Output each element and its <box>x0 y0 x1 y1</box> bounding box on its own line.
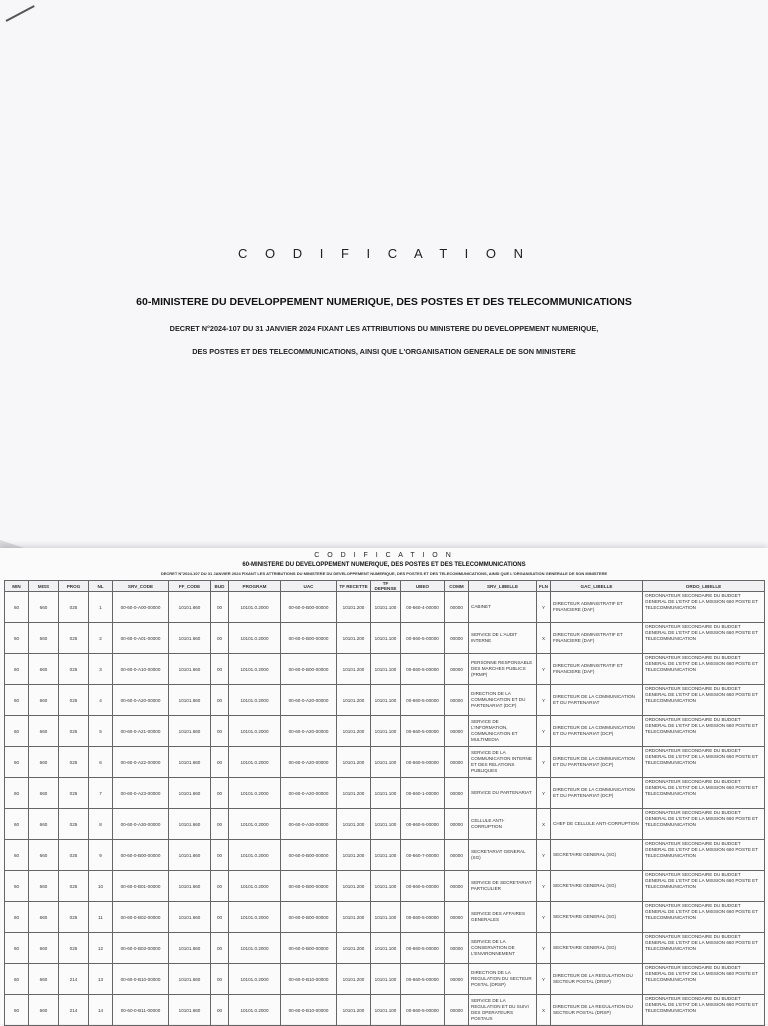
cell-ubeo: 00-660-5-00000 <box>401 809 445 840</box>
cell-miss: 660 <box>29 592 59 623</box>
cell-srv-libelle: CABINET <box>469 592 537 623</box>
cell-tf-depense: 10101.100 <box>371 840 401 871</box>
table-row <box>5 964 765 995</box>
cell-ff-code: 10101.660 <box>169 747 211 778</box>
cell-ubeo: 00-660-4-00000 <box>401 592 445 623</box>
cell-miss: 660 <box>29 871 59 902</box>
cell-ubeo: 00-660-5-00000 <box>401 933 445 964</box>
cell-miss: 660 <box>29 840 59 871</box>
cell-gac-libelle: DIRECTEUR DE LA COMMUNICATION ET DU PARTENARIAT (DCP) <box>551 747 643 778</box>
codification-sheet <box>0 548 768 1024</box>
cell-nl: 10 <box>89 871 113 902</box>
cell-ordo-libelle: ORDONNATEUR SECONDAIRE DU BUDGET GENERAL DE L'ETAT DE LA MISSION 660 POSTE ET TELECOMMUNICATION <box>643 995 765 1026</box>
header-tf-recette: TF RECETTE <box>337 581 371 592</box>
cell-miss: 660 <box>29 747 59 778</box>
table-row <box>5 902 765 933</box>
cell-srv-code: 00-60-0-A01-00000 <box>113 623 169 654</box>
cell-ordo-libelle: ORDONNATEUR SECONDAIRE DU BUDGET GENERAL DE L'ETAT DE LA MISSION 660 POSTE ET TELECOMMUNICATION <box>643 840 765 871</box>
cell-program: 10101.0.2000 <box>229 592 281 623</box>
cell-ubeo: 00-660-5-00000 <box>401 685 445 716</box>
cell-fln: Y <box>537 685 551 716</box>
cell-gac-libelle: SECRETAIRE GENERAL (SG) <box>551 902 643 933</box>
cell-ordo-libelle: ORDONNATEUR SECONDAIRE DU BUDGET GENERAL DE L'ETAT DE LA MISSION 660 POSTE ET TELECOMMUNICATION <box>643 964 765 995</box>
cell-uac: 00-60-0-B10-00000 <box>281 995 337 1026</box>
cell-srv-code: 00-60-0-A20-00000 <box>113 685 169 716</box>
cell-program: 10101.0.2000 <box>229 933 281 964</box>
header-comm: COMM <box>445 581 469 592</box>
cell-comm: 00000 <box>445 964 469 995</box>
cell-ubeo: 00-660-5-00000 <box>401 995 445 1026</box>
cell-ubeo: 00-660-5-00000 <box>401 654 445 685</box>
cell-nl: 9 <box>89 840 113 871</box>
cell-fln: X <box>537 995 551 1026</box>
header-program: PROGRAM <box>229 581 281 592</box>
cell-comm: 00000 <box>445 654 469 685</box>
cell-prog: 025 <box>59 623 89 654</box>
cell-gac-libelle: SECRETAIRE GENERAL (SG) <box>551 840 643 871</box>
cell-srv-libelle: SERVICE DE SECRETARIAT PARTICULIER <box>469 871 537 902</box>
cell-nl: 4 <box>89 685 113 716</box>
cell-comm: 00000 <box>445 995 469 1026</box>
cell-comm: 00000 <box>445 902 469 933</box>
header-srv-libelle: SRV_LIBELLE <box>469 581 537 592</box>
cell-tf-recette: 10101.200 <box>337 747 371 778</box>
cell-tf-depense: 10101.100 <box>371 778 401 809</box>
cell-bud: 00 <box>211 809 229 840</box>
cell-comm: 00000 <box>445 933 469 964</box>
cell-ubeo: 00-660-5-00000 <box>401 623 445 654</box>
cell-tf-depense: 10101.100 <box>371 964 401 995</box>
cell-min: 60 <box>5 654 29 685</box>
cell-prog: 025 <box>59 840 89 871</box>
cell-bud: 00 <box>211 623 229 654</box>
cell-srv-code: 00-60-0-A21-00000 <box>113 716 169 747</box>
cell-uac: 00-60-0-A20-00000 <box>281 747 337 778</box>
cell-tf-depense: 10101.100 <box>371 871 401 902</box>
cell-srv-libelle: SECRETARIAT GENERAL (SG) <box>469 840 537 871</box>
cell-ubeo: 00-660-5-00000 <box>401 871 445 902</box>
cell-nl: 8 <box>89 809 113 840</box>
cell-prog: 214 <box>59 995 89 1026</box>
cell-ordo-libelle: ORDONNATEUR SECONDAIRE DU BUDGET GENERAL DE L'ETAT DE LA MISSION 660 POSTE ET TELECOMMUNICATION <box>643 623 765 654</box>
cell-prog: 025 <box>59 654 89 685</box>
cell-nl: 5 <box>89 716 113 747</box>
header-nl: NL <box>89 581 113 592</box>
cell-miss: 660 <box>29 623 59 654</box>
cell-tf-recette: 10101.200 <box>337 964 371 995</box>
pen-mark <box>6 5 35 22</box>
cell-ubeo: 00-660-5-00000 <box>401 747 445 778</box>
cell-min: 60 <box>5 685 29 716</box>
cell-fln: Y <box>537 778 551 809</box>
cell-min: 60 <box>5 871 29 902</box>
cell-ff-code: 10101.660 <box>169 809 211 840</box>
cell-tf-depense: 10101.100 <box>371 716 401 747</box>
cell-prog: 214 <box>59 964 89 995</box>
cell-uac: 00-60-0-B00-00000 <box>281 623 337 654</box>
cell-ff-code: 10101.660 <box>169 902 211 933</box>
cell-comm: 00000 <box>445 840 469 871</box>
cell-gac-libelle: DIRECTEUR DE LA COMMUNICATION ET DU PARTENARIAT <box>551 685 643 716</box>
cell-bud: 00 <box>211 871 229 902</box>
cell-miss: 660 <box>29 716 59 747</box>
cell-ordo-libelle: ORDONNATEUR SECONDAIRE DU BUDGET GENERAL DE L'ETAT DE LA MISSION 660 POSTE ET TELECOMMUNICATION <box>643 685 765 716</box>
cell-ordo-libelle: ORDONNATEUR SECONDAIRE DU BUDGET GENERAL DE L'ETAT DE LA MISSION 660 POSTE ET TELECOMMUNICATION <box>643 809 765 840</box>
cell-nl: 12 <box>89 933 113 964</box>
cover-decree-line-2: DES POSTES ET DES TELECOMMUNICATIONS, AINSI QUE L'ORGANISATION GENERALE DE SON MINISTERE <box>192 347 576 356</box>
sheet-decree: DECRET N°2024-107 DU 31 JANVIER 2024 FIXANT LES ATTRIBUTIONS DU MINISTERE DU DEVELOPPEMENT NUMERIQUE, DES POSTES ET DES TELECOMMUNICATIONS, AINSI QUE L'ORGANISATION GENERALE DE SON MINISTERE <box>160 571 608 576</box>
cell-gac-libelle: DIRECTEUR ADMINISTRATIF ET FINANCIERE (DAF) <box>551 592 643 623</box>
cell-prog: 025 <box>59 933 89 964</box>
cell-ff-code: 10101.660 <box>169 995 211 1026</box>
cell-gac-libelle: DIRECTEUR DE LA REGULATION DU SECTEUR POSTAL (DRSP) <box>551 995 643 1026</box>
cell-prog: 025 <box>59 902 89 933</box>
sheet-ministry-heading: 60-MINISTERE DU DEVELOPPEMENT NUMERIQUE, DES POSTES ET DES TELECOMMUNICATIONS <box>242 562 526 568</box>
cell-uac: 00-60-0-A20-00000 <box>281 716 337 747</box>
cell-srv-code: 00-60-0-B02-00000 <box>113 902 169 933</box>
cell-nl: 1 <box>89 592 113 623</box>
cell-min: 60 <box>5 747 29 778</box>
cell-ubeo: 00-660-1-00000 <box>401 778 445 809</box>
cell-min: 60 <box>5 809 29 840</box>
cell-ordo-libelle: ORDONNATEUR SECONDAIRE DU BUDGET GENERAL DE L'ETAT DE LA MISSION 660 POSTE ET TELECOMMUNICATION <box>643 871 765 902</box>
cell-srv-code: 00-60-0-A23-00000 <box>113 778 169 809</box>
cell-comm: 00000 <box>445 685 469 716</box>
cell-bud: 00 <box>211 933 229 964</box>
cell-uac: 00-60-0-B00-00000 <box>281 871 337 902</box>
cell-uac: 00-60-0-A20-00000 <box>281 778 337 809</box>
cell-tf-depense: 10101.100 <box>371 592 401 623</box>
header-srv-code: SRV_CODE <box>113 581 169 592</box>
cell-srv-code: 00-60-0-B01-00000 <box>113 871 169 902</box>
cell-program: 10101.0.2000 <box>229 995 281 1026</box>
cell-tf-recette: 10101.200 <box>337 654 371 685</box>
cell-srv-libelle: SERVICE DE LA CONSERVATION DE L'ENVIRONNEMENT <box>469 933 537 964</box>
cell-gac-libelle: SECRETAIRE GENERAL (SG) <box>551 933 643 964</box>
cell-min: 60 <box>5 933 29 964</box>
cell-fln: Y <box>537 592 551 623</box>
header-uac: UAC <box>281 581 337 592</box>
header-bud: BUD <box>211 581 229 592</box>
cell-bud: 00 <box>211 654 229 685</box>
cell-srv-code: 00-60-0-A10-00000 <box>113 654 169 685</box>
cell-bud: 00 <box>211 995 229 1026</box>
cell-bud: 00 <box>211 592 229 623</box>
cell-prog: 025 <box>59 871 89 902</box>
table-row <box>5 840 765 871</box>
cell-srv-code: 00-60-0-A00-00000 <box>113 592 169 623</box>
cell-ordo-libelle: ORDONNATEUR SECONDAIRE DU BUDGET GENERAL DE L'ETAT DE LA MISSION 660 POSTE ET TELECOMMUNICATION <box>643 592 765 623</box>
cell-miss: 660 <box>29 933 59 964</box>
cell-min: 60 <box>5 623 29 654</box>
cell-srv-code: 00-60-0-B11-00000 <box>113 995 169 1026</box>
cell-ff-code: 10101.660 <box>169 933 211 964</box>
table-row <box>5 716 765 747</box>
cell-tf-depense: 10101.100 <box>371 995 401 1026</box>
cell-tf-recette: 10101.200 <box>337 933 371 964</box>
cell-bud: 00 <box>211 716 229 747</box>
cell-fln: Y <box>537 933 551 964</box>
table-row <box>5 809 765 840</box>
header-gac-libelle: GAC_LIBELLE <box>551 581 643 592</box>
cell-bud: 00 <box>211 685 229 716</box>
cell-prog: 025 <box>59 747 89 778</box>
cell-comm: 00000 <box>445 716 469 747</box>
cell-tf-recette: 10101.200 <box>337 716 371 747</box>
cell-ff-code: 10101.660 <box>169 871 211 902</box>
cell-program: 10101.0.2000 <box>229 716 281 747</box>
cell-ordo-libelle: ORDONNATEUR SECONDAIRE DU BUDGET GENERAL DE L'ETAT DE LA MISSION 660 POSTE ET TELECOMMUNICATION <box>643 716 765 747</box>
cell-program: 10101.0.2000 <box>229 685 281 716</box>
header-min: MIN <box>5 581 29 592</box>
cell-nl: 3 <box>89 654 113 685</box>
cell-srv-libelle: SERVICE DE L'INFORMATION, COMMUNICATION ET MULTIMEDIA <box>469 716 537 747</box>
cell-gac-libelle: DIRECTEUR DE LA COMMUNICATION ET DU PARTENARIAT (DCP) <box>551 716 643 747</box>
cell-miss: 660 <box>29 685 59 716</box>
table-row <box>5 654 765 685</box>
cell-min: 60 <box>5 840 29 871</box>
header-miss: MISS <box>29 581 59 592</box>
cell-ff-code: 10101.660 <box>169 840 211 871</box>
cell-ordo-libelle: ORDONNATEUR SECONDAIRE DU BUDGET GENERAL DE L'ETAT DE LA MISSION 660 POSTE ET TELECOMMUNICATION <box>643 747 765 778</box>
cell-ordo-libelle: ORDONNATEUR SECONDAIRE DU BUDGET GENERAL DE L'ETAT DE LA MISSION 660 POSTE ET TELECOMMUNICATION <box>643 778 765 809</box>
cell-uac: 00-60-0-A30-00000 <box>281 809 337 840</box>
table-row <box>5 747 765 778</box>
cell-uac: 00-60-0-B00-00000 <box>281 840 337 871</box>
cell-tf-depense: 10101.100 <box>371 933 401 964</box>
cell-fln: Y <box>537 902 551 933</box>
cell-comm: 00000 <box>445 592 469 623</box>
cell-ff-code: 10101.660 <box>169 716 211 747</box>
table-row <box>5 995 765 1026</box>
table-row <box>5 778 765 809</box>
cell-bud: 00 <box>211 778 229 809</box>
cell-ubeo: 00-660-5-00000 <box>401 716 445 747</box>
table-row <box>5 623 765 654</box>
cell-bud: 00 <box>211 747 229 778</box>
cell-ff-code: 10101.660 <box>169 964 211 995</box>
cell-srv-libelle: SERVICE DE LA REGULATION ET DU SUIVI DES OPERATEURS POSTAUX <box>469 995 537 1026</box>
cell-tf-recette: 10101.200 <box>337 592 371 623</box>
cell-min: 60 <box>5 592 29 623</box>
cell-srv-libelle: SERVICE DE L'AUDIT INTERNE <box>469 623 537 654</box>
header-ubeo: UBEO <box>401 581 445 592</box>
cell-srv-code: 00-60-0-B00-00000 <box>113 840 169 871</box>
cell-gac-libelle: SECRETAIRE GENERAL (SG) <box>551 871 643 902</box>
cell-gac-libelle: DIRECTEUR ADMINISTRATIF ET FINANCIERE (DAF) <box>551 623 643 654</box>
cell-fln: Y <box>537 716 551 747</box>
cell-program: 10101.0.2000 <box>229 654 281 685</box>
cell-prog: 025 <box>59 716 89 747</box>
cell-tf-recette: 10101.200 <box>337 902 371 933</box>
cell-min: 60 <box>5 995 29 1026</box>
cell-tf-recette: 10101.200 <box>337 809 371 840</box>
cover-title: C O D I F I C A T I O N <box>238 246 530 261</box>
cell-comm: 00000 <box>445 871 469 902</box>
cell-fln: X <box>537 809 551 840</box>
table-header-row <box>5 581 765 592</box>
cell-uac: 00-60-0-B00-00000 <box>281 902 337 933</box>
cell-miss: 660 <box>29 654 59 685</box>
cell-ordo-libelle: ORDONNATEUR SECONDAIRE DU BUDGET GENERAL DE L'ETAT DE LA MISSION 660 POSTE ET TELECOMMUNICATION <box>643 933 765 964</box>
cell-miss: 660 <box>29 809 59 840</box>
cell-fln: Y <box>537 654 551 685</box>
cell-ubeo: 00-660-7-00000 <box>401 840 445 871</box>
cell-srv-code: 00-60-0-A30-00000 <box>113 809 169 840</box>
cell-min: 60 <box>5 778 29 809</box>
cell-fln: Y <box>537 871 551 902</box>
table-row <box>5 592 765 623</box>
header-fln: FLN <box>537 581 551 592</box>
cell-tf-depense: 10101.100 <box>371 809 401 840</box>
cell-nl: 6 <box>89 747 113 778</box>
cell-uac: 00-60-0-B00-00000 <box>281 654 337 685</box>
cell-comm: 00000 <box>445 778 469 809</box>
cell-program: 10101.0.2000 <box>229 623 281 654</box>
cell-nl: 7 <box>89 778 113 809</box>
cell-min: 60 <box>5 716 29 747</box>
cell-tf-recette: 10101.200 <box>337 840 371 871</box>
cell-srv-libelle: SERVICE DES AFFAIRES GENERALES <box>469 902 537 933</box>
table-row <box>5 933 765 964</box>
cell-tf-depense: 10101.100 <box>371 902 401 933</box>
cell-ff-code: 10101.660 <box>169 654 211 685</box>
cell-fln: Y <box>537 747 551 778</box>
cell-tf-depense: 10101.100 <box>371 747 401 778</box>
cell-program: 10101.0.2000 <box>229 809 281 840</box>
cell-srv-libelle: DIRECTION DE LA COMMUNICATION ET DU PARTENARIAT (DCP) <box>469 685 537 716</box>
cell-srv-code: 00-60-0-A22-00000 <box>113 747 169 778</box>
codification-table <box>4 580 765 1026</box>
cell-srv-libelle: PERSONNE RESPONSABLE DES MARCHES PUBLICS (PRMP) <box>469 654 537 685</box>
cell-nl: 14 <box>89 995 113 1026</box>
cell-miss: 660 <box>29 964 59 995</box>
cell-ff-code: 10101.660 <box>169 592 211 623</box>
cell-ff-code: 10101.660 <box>169 685 211 716</box>
cell-tf-recette: 10101.200 <box>337 778 371 809</box>
cell-program: 10101.0.2000 <box>229 778 281 809</box>
cell-fln: Y <box>537 964 551 995</box>
cell-gac-libelle: CHEF DE CELLULE ANTI-CORRUPTION <box>551 809 643 840</box>
table-body <box>5 592 765 1026</box>
cell-tf-depense: 10101.100 <box>371 623 401 654</box>
cover-decree-line-1: DECRET N°2024-107 DU 31 JANVIER 2024 FIXANT LES ATTRIBUTIONS DU MINISTERE DU DEVELOPPEMENT NUMERIQUE, <box>169 324 599 333</box>
cell-prog: 025 <box>59 778 89 809</box>
cell-bud: 00 <box>211 902 229 933</box>
cell-gac-libelle: DIRECTEUR DE LA REGULATION DU SECTEUR POSTAL (DRSP) <box>551 964 643 995</box>
cell-tf-recette: 10101.200 <box>337 623 371 654</box>
cell-ordo-libelle: ORDONNATEUR SECONDAIRE DU BUDGET GENERAL DE L'ETAT DE LA MISSION 660 POSTE ET TELECOMMUNICATION <box>643 654 765 685</box>
cell-srv-libelle: DIRECTION DE LA REGULATION DU SECTEUR POSTAL (DRSP) <box>469 964 537 995</box>
cell-tf-recette: 10101.200 <box>337 685 371 716</box>
cell-ff-code: 10101.660 <box>169 623 211 654</box>
cell-uac: 00-60-0-A20-00000 <box>281 685 337 716</box>
cell-tf-depense: 10101.100 <box>371 654 401 685</box>
cell-srv-libelle: SERVICE DU PARTENARIAT <box>469 778 537 809</box>
cell-tf-recette: 10101.200 <box>337 995 371 1026</box>
cell-nl: 11 <box>89 902 113 933</box>
cell-srv-libelle: CELLULE ANTI-CORRUPTION <box>469 809 537 840</box>
cell-comm: 00000 <box>445 623 469 654</box>
cell-prog: 025 <box>59 809 89 840</box>
cell-comm: 00000 <box>445 747 469 778</box>
cell-miss: 660 <box>29 778 59 809</box>
cell-fln: Y <box>537 840 551 871</box>
table-row <box>5 871 765 902</box>
cell-miss: 660 <box>29 995 59 1026</box>
cell-nl: 13 <box>89 964 113 995</box>
cell-program: 10101.0.2000 <box>229 964 281 995</box>
cell-srv-code: 00-60-0-B03-00000 <box>113 933 169 964</box>
cell-tf-depense: 10101.100 <box>371 685 401 716</box>
cell-ordo-libelle: ORDONNATEUR SECONDAIRE DU BUDGET GENERAL DE L'ETAT DE LA MISSION 660 POSTE ET TELECOMMUNICATION <box>643 902 765 933</box>
cell-comm: 00000 <box>445 809 469 840</box>
cell-bud: 00 <box>211 964 229 995</box>
header-tf-depense: TF DEPENSE <box>371 581 401 592</box>
cell-program: 10101.0.2000 <box>229 747 281 778</box>
cell-tf-recette: 10101.200 <box>337 871 371 902</box>
header-ff-code: FF_CODE <box>169 581 211 592</box>
cell-fln: X <box>537 623 551 654</box>
sheet-title: C O D I F I C A T I O N <box>314 552 454 559</box>
cell-nl: 2 <box>89 623 113 654</box>
cover-ministry-heading: 60-MINISTERE DU DEVELOPPEMENT NUMERIQUE, DES POSTES ET DES TELECOMMUNICATIONS <box>136 296 632 308</box>
cell-gac-libelle: DIRECTEUR ADMINISTRATIF ET FINANCIERE (DAF) <box>551 654 643 685</box>
cell-srv-libelle: SERVICE DE LA COMMUNICATION INTERNE ET DES RELATIONS PUBLIQUES <box>469 747 537 778</box>
cell-ubeo: 00-660-5-00000 <box>401 964 445 995</box>
cell-prog: 025 <box>59 592 89 623</box>
cell-program: 10101.0.2000 <box>229 871 281 902</box>
cell-min: 60 <box>5 964 29 995</box>
cell-program: 10101.0.2000 <box>229 840 281 871</box>
header-ordo-libelle: ORDO_LIBELLE <box>643 581 765 592</box>
cell-gac-libelle: DIRECTEUR DE LA COMMUNICATION ET DU PARTENARIAT (DCP) <box>551 778 643 809</box>
cell-ubeo: 00-660-5-00000 <box>401 902 445 933</box>
cell-bud: 00 <box>211 840 229 871</box>
cell-prog: 025 <box>59 685 89 716</box>
cell-uac: 00-60-0-B10-00000 <box>281 964 337 995</box>
cell-uac: 00-60-0-B00-00000 <box>281 933 337 964</box>
cell-min: 60 <box>5 902 29 933</box>
cell-ff-code: 10101.660 <box>169 778 211 809</box>
table-row <box>5 685 765 716</box>
cell-program: 10101.0.2000 <box>229 902 281 933</box>
header-prog: PROG <box>59 581 89 592</box>
cell-srv-code: 00-60-0-B10-00000 <box>113 964 169 995</box>
cell-miss: 660 <box>29 902 59 933</box>
cell-uac: 00-60-0-B00-00000 <box>281 592 337 623</box>
